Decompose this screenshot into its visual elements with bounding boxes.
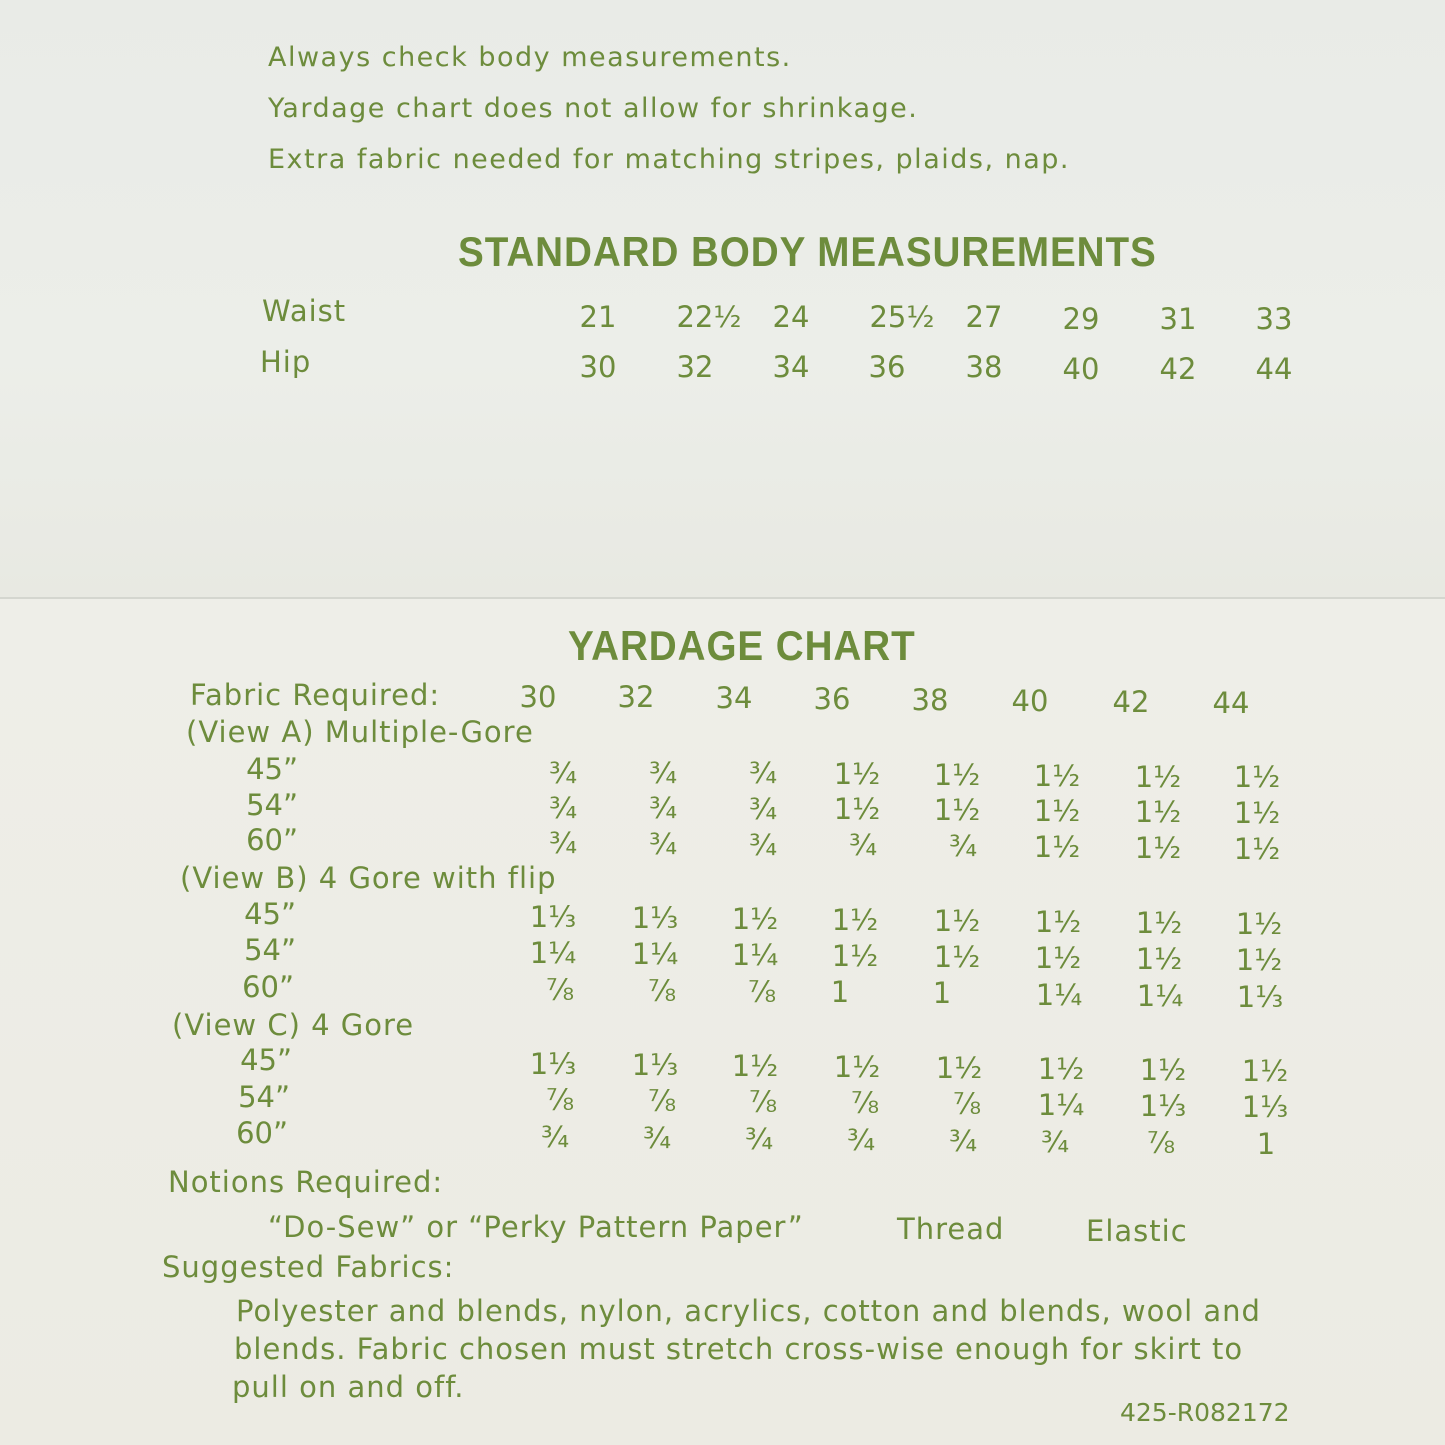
yardage-cell: 1⅓ (1241, 1090, 1289, 1124)
fabric-width-label: 60” (236, 1116, 288, 1150)
fabric-width-label: 54” (246, 788, 298, 822)
pattern-code: 425-R082172 (1120, 1398, 1290, 1427)
yardage-cell: 1½ (731, 1049, 779, 1083)
view-a-label: (View A) Multiple-Gore (186, 715, 534, 749)
notions-label: Notions Required: (168, 1165, 444, 1199)
note-line: Extra fabric needed for matching stripes, plaids, nap. (268, 144, 1070, 175)
yardage-cell: ¾ (648, 827, 678, 861)
yardage-cell: 1⅓ (631, 901, 679, 935)
yardage-cell: 1 (932, 976, 952, 1010)
yardage-cell: 1½ (1037, 1052, 1085, 1086)
yardage-cell: 1¼ (1035, 978, 1083, 1012)
size-header: 44 (1212, 686, 1250, 720)
yardage-cell: 1½ (1033, 830, 1081, 864)
yardage-cell: 1½ (1235, 907, 1283, 941)
waist-value: 21 (579, 300, 617, 334)
yardage-cell: ¾ (648, 791, 678, 825)
fabric-width-label: 54” (244, 933, 296, 967)
fabrics-text-line: pull on and off. (232, 1370, 465, 1404)
yardage-cell: ¾ (548, 791, 578, 825)
hip-value: 32 (676, 350, 714, 384)
yardage-cell: 1½ (1233, 760, 1281, 794)
yardage-cell: 1½ (1139, 1053, 1187, 1087)
note-line: Yardage chart does not allow for shrinkage. (268, 93, 919, 124)
yardage-cell: 1½ (1241, 1054, 1289, 1088)
notion-item: Elastic (1086, 1214, 1188, 1248)
yardage-cell: 1½ (1134, 795, 1182, 829)
yardage-cell: ¾ (748, 828, 778, 862)
yardage-cell: ¾ (948, 1124, 978, 1158)
yardage-cell: 1⅓ (529, 900, 577, 934)
yardage-cell: 1½ (1033, 794, 1081, 828)
yardage-chart-title: YARDAGE CHART (568, 622, 916, 669)
size-header: 42 (1112, 685, 1150, 719)
yardage-cell: 1⅓ (529, 1047, 577, 1081)
waist-label: Waist (262, 294, 347, 328)
yardage-cell: ⅞ (647, 974, 677, 1008)
yardage-cell: ¾ (540, 1120, 570, 1154)
yardage-cell: 1⅓ (631, 1048, 679, 1082)
notion-item: “Do-Sew” or “Perky Pattern Paper” (268, 1210, 804, 1244)
hip-value: 44 (1255, 352, 1293, 386)
yardage-cell: 1⅓ (1236, 980, 1284, 1014)
waist-value: 25½ (869, 300, 935, 334)
yardage-cell: ¾ (642, 1121, 672, 1155)
fabrics-text-line: blends. Fabric chosen must stretch cross-wise enough for skirt to (234, 1332, 1244, 1366)
fabric-width-label: 45” (244, 897, 296, 931)
notion-item: Thread (897, 1212, 1005, 1246)
yardage-cell: ¾ (1040, 1125, 1070, 1159)
yardage-cell: 1½ (1233, 796, 1281, 830)
size-header: 34 (715, 681, 753, 715)
hip-label: Hip (260, 345, 312, 379)
fabric-required-label: Fabric Required: (190, 678, 441, 712)
yardage-cell: 1¼ (631, 937, 679, 971)
fabric-width-label: 45” (240, 1043, 292, 1077)
fabric-width-label: 54” (238, 1080, 290, 1114)
yardage-cell: 1½ (1135, 906, 1183, 940)
yardage-cell: 1½ (1034, 941, 1082, 975)
yardage-cell: 1⅓ (1139, 1089, 1187, 1123)
yardage-cell: ¾ (648, 756, 678, 790)
yardage-cell: 1½ (1235, 943, 1283, 977)
yardage-cell: 1½ (831, 939, 879, 973)
yardage-cell: ⅞ (545, 973, 575, 1007)
hip-value: 34 (772, 350, 810, 384)
yardage-cell: 1¼ (529, 936, 577, 970)
waist-value: 24 (772, 300, 810, 334)
fabrics-text-line: Polyester and blends, nylon, acrylics, cotton and blends, wool and (236, 1294, 1261, 1328)
yardage-cell: ¾ (548, 826, 578, 860)
yardage-cell: ¾ (748, 792, 778, 826)
yardage-cell: ¾ (748, 756, 778, 790)
yardage-cell: ⅞ (1146, 1126, 1176, 1160)
view-b-label: (View B) 4 Gore with flip (180, 861, 557, 895)
waist-value: 31 (1159, 302, 1197, 336)
yardage-cell: ⅞ (952, 1087, 982, 1121)
yardage-cell: 1½ (933, 940, 981, 974)
yardage-cell: 1½ (731, 902, 779, 936)
yardage-cell: 1½ (933, 793, 981, 827)
size-header: 38 (911, 683, 949, 717)
yardage-cell: 1½ (1034, 905, 1082, 939)
yardage-cell: 1¼ (1037, 1088, 1085, 1122)
yardage-cell: ⅞ (647, 1084, 677, 1118)
yardage-cell: ⅞ (748, 1085, 778, 1119)
yardage-cell: 1½ (833, 792, 881, 826)
yardage-cell: 1½ (831, 903, 879, 937)
size-header: 32 (617, 680, 655, 714)
waist-value: 27 (965, 300, 1003, 334)
yardage-cell: 1½ (1033, 759, 1081, 793)
yardage-cell: 1¼ (1136, 979, 1184, 1013)
hip-value: 42 (1159, 352, 1197, 386)
yardage-cell: ¾ (744, 1122, 774, 1156)
body-measurements-title: STANDARD BODY MEASUREMENTS (458, 228, 1157, 275)
yardage-cell: 1½ (935, 1051, 983, 1085)
yardage-cell: 1½ (833, 1050, 881, 1084)
yardage-cell: ⅞ (850, 1086, 880, 1120)
fabric-width-label: 60” (246, 823, 298, 857)
yardage-cell: 1½ (833, 757, 881, 791)
yardage-cell: 1½ (933, 758, 981, 792)
fabric-width-label: 45” (246, 752, 298, 786)
yardage-cell: ¾ (846, 1123, 876, 1157)
yardage-cell: ¾ (548, 756, 578, 790)
hip-value: 30 (579, 350, 617, 384)
yardage-cell: ¾ (848, 828, 878, 862)
yardage-cell: 1¼ (731, 938, 779, 972)
hip-value: 38 (965, 350, 1003, 384)
waist-value: 33 (1255, 302, 1293, 336)
yardage-cell: 1 (830, 975, 850, 1009)
yardage-cell: 1½ (1135, 942, 1183, 976)
yardage-cell: 1 (1256, 1127, 1276, 1161)
waist-value: 22½ (676, 300, 742, 334)
yardage-cell: ⅞ (545, 1083, 575, 1117)
yardage-cell: ⅞ (747, 975, 777, 1009)
hip-value: 40 (1062, 352, 1100, 386)
waist-value: 29 (1062, 302, 1100, 336)
yardage-cell: 1½ (1134, 831, 1182, 865)
note-line: Always check body measurements. (268, 42, 792, 73)
hip-value: 36 (868, 350, 906, 384)
fabric-width-label: 60” (242, 970, 294, 1004)
size-header: 30 (519, 680, 557, 714)
view-c-label: (View C) 4 Gore (172, 1008, 415, 1042)
yardage-cell: 1½ (1233, 832, 1281, 866)
yardage-cell: 1½ (933, 904, 981, 938)
yardage-cell: ¾ (948, 829, 978, 863)
suggested-fabrics-label: Suggested Fabrics: (162, 1250, 455, 1284)
size-header: 36 (813, 682, 851, 716)
top-panel (0, 0, 1445, 598)
yardage-cell: 1½ (1134, 760, 1182, 794)
size-header: 40 (1011, 684, 1049, 718)
